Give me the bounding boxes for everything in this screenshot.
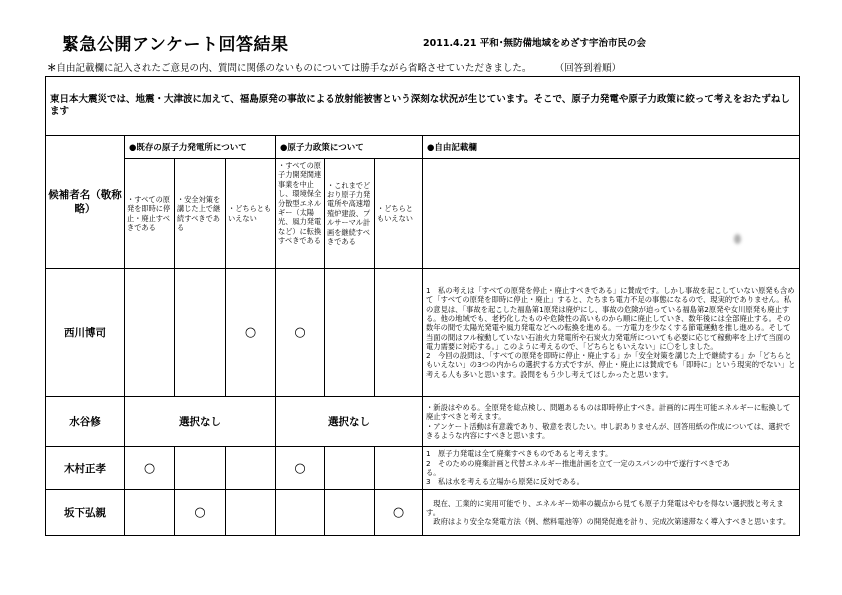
candidate-comment: 現在、工業的に実用可能でり、エネルギー効率の観点から見ても原子力発電はやむを得ない選択肢と考えます。 政府はより安全な発電方法（例、燃料電池等）の開発促進を計り、完成次第速滞なく導入すべきと思います。 [423, 490, 800, 536]
option-existing-continue-safely: ・安全対策を講じた上で継続すべきである [175, 159, 226, 269]
answer-mark: ○ [375, 490, 423, 536]
candidate-name: 水谷修 [46, 397, 125, 447]
no-selection-existing: 選択なし [125, 397, 276, 447]
answer-mark [325, 447, 375, 490]
answer-mark [375, 447, 423, 490]
page-title: 緊急公開アンケート回答結果 [62, 35, 289, 55]
page-subtitle: 2011.4.21 平和･無防備地域をめざす宇治市民の会 [423, 38, 647, 49]
answer-mark [226, 490, 276, 536]
option-policy-shift-renewable: ・すべての原子力開発関連事業を中止し、環境保全分散型エネルギー（太陽光、風力発電など）に転換すべきである [276, 159, 325, 269]
answer-mark [325, 490, 375, 536]
candidate-comment: ・新設はやめる。全原発を総点検し、問題あるものは即時停止すべき。計画的に再生可能エネルギーに転換して廃止すべきと考えます。 ・アンケート活動は有意義であり、敬意を表したい。申し訳ありませんが、回答用紙の作成については、選択できるような内容にすべきと思います。 [423, 397, 800, 447]
answer-mark [125, 490, 175, 536]
note-asterisk: ＊ [47, 63, 57, 74]
scan-smudge [734, 234, 741, 244]
header-free-comment: ●自由記載欄 [423, 136, 800, 159]
survey-table [45, 76, 800, 536]
option-existing-undecided: ・どちらともいえない [226, 159, 276, 269]
note-line [47, 60, 621, 74]
answer-mark [175, 269, 226, 397]
note-text: 自由記載欄に記入されたご意見の内、質問に関係のないものについては勝手ながら省略させていただきました。 [56, 63, 532, 74]
candidate-label: 候補者名（敬称略） [46, 136, 125, 269]
answer-mark: ○ [276, 269, 325, 397]
answer-mark [125, 269, 175, 397]
answer-mark: ○ [276, 447, 325, 490]
answer-mark [375, 269, 423, 397]
no-selection-policy: 選択なし [276, 397, 423, 447]
candidate-comment: 1 原子力発電は全て廃棄すべきものであると考えます。 2 そのための廃棄計画と代替エネルギー推進計画を立て一定のスパンの中で遂行すべきであ る。 3 私は水を考える立場から原発に反対である。 [423, 447, 800, 490]
table-row [46, 447, 800, 490]
option-policy-continue: ・これまでどおり原子力発電所や高速増殖炉建設、プルサーマル計画を継続すべきである [325, 159, 375, 269]
answer-mark [276, 490, 325, 536]
candidate-name: 木村正孝 [46, 447, 125, 490]
candidate-name: 西川博司 [46, 269, 125, 397]
answer-mark: ○ [125, 447, 175, 490]
header-existing-plants: ●既存の原子力発電所について [125, 136, 276, 159]
order-note: （回答到着順） [559, 63, 622, 74]
answer-mark [175, 447, 226, 490]
option-existing-stop-all: ・すべての原発を即時に停止・廃止すべきである [125, 159, 175, 269]
answer-mark [325, 269, 375, 397]
option-policy-undecided: ・どちらともいえない [375, 159, 423, 269]
free-comment-blank [423, 159, 800, 269]
answer-mark [226, 447, 276, 490]
intro-text: 東日本大震災では、地震・大津波に加えて、福島原発の事故による放射能被害という深刻な状況が生じています。そこで、原子力発電や原子力政策に絞って考えをおたずねします [46, 77, 800, 136]
header-nuclear-policy: ●原子力政策について [276, 136, 423, 159]
table-row [46, 490, 800, 536]
candidate-name: 坂下弘親 [46, 490, 125, 536]
answer-mark: ○ [226, 269, 276, 397]
table-row [46, 269, 800, 397]
answer-mark: ○ [175, 490, 226, 536]
table-row [46, 397, 800, 447]
candidate-comment: 1 私の考えは「すべての原発を停止・廃止すべきである」に賛成です。しかし事故を起こしていない原発も含めて「すべての原発を即時に停止・廃止」すると、たちまち電力不足の事態になるので、現実的でありません。私の意見は、「事故を起こした福島第1原発は廃炉にし、事故の危険が迫っている福島第2原発や女川原発も廃止する。他の地域でも、老朽化したものや危険性の高いものから順に廃止していき、数年後には全部廃止する。その数年の間で太陽光発電や風力発電などへの転換を進める。一方電力を少なくする節電運動を推し進める。そして当面の間はフル稼動していない石油火力発電所や石炭火力発電所についても必要に応じて稼動率を上げて当面の電力需要に対応する。」このように考えるので、「どちらともいえない」に〇をしました。 2 今回の設問は、「すべての原発を即時に停止・廃止する」か「安全対策を講じた上で継続する」か「どちらともいえない」の3つの内からの選択する方式ですが、停止・廃止には賛成でも「即時に」という現実的でない」と考える人も多いと思います。設問をもう少し考えてほしかったと思います。 [423, 269, 800, 397]
